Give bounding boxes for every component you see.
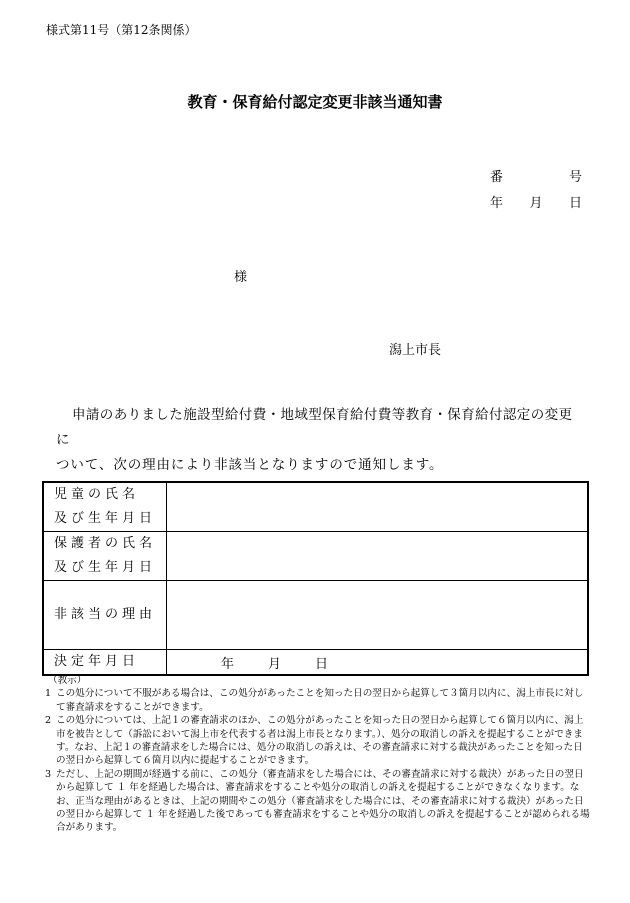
decision-date-row: [43, 650, 588, 676]
instruction-item: [42, 768, 590, 835]
instruction-number: 1: [45, 688, 52, 700]
issue-year-label: 年: [490, 196, 504, 211]
form-number: 様式第11号（第12条関係）: [46, 23, 197, 37]
instruction-text: この処分については、上記１の審査請求のほか、この処分があったことを知った日の翌日から起算して６箇月以内に、潟上市を被告として（訴訟において潟上市を代表する者は潟上市長となります。）、処分の取消しの訴えを提起することができます。なお、上記１の審査請求をした場合には、処分の取消しの訴えは、その審査請求に対する裁決があったことを知った日の翌日から起算して６箇月以内に提起することができます。: [56, 715, 584, 767]
guardian-label-line-1: 保護者の氏名: [54, 536, 157, 551]
body-line-1: 申請のありました施設型給付費・地域型保育給付費等教育・保育給付認定の変更に: [56, 407, 573, 448]
guardian-value-cell: [167, 532, 589, 581]
guardian-row: [43, 532, 588, 581]
issue-date-row: [490, 192, 582, 211]
addressee-suffix: 様: [234, 270, 248, 285]
child-label-line-2: 及び生年月日: [54, 511, 157, 526]
issue-month-label: 月: [529, 196, 543, 211]
instruction-text: ただし、上記の期間が経過する前に、この処分（審査請求をした場合には、その審査請求に対する裁決）があった日の翌日から起算して １ 年を経過した場合は、審査請求をすることや処分の取消しの訴えを提起することができなくなります。なお、正当な理由があるときは、上記の期間やこの処分（審査請求をした場合には、その審査請求に対する裁決）があった日の翌日から起算して １ 年を経過した後であっても審査請求をすることや処分の取消しの訴えを提起することが認められる場合があります。: [56, 768, 590, 834]
child-label-cell: [43, 482, 167, 532]
child-value-cell: [167, 482, 589, 532]
instruction-item: [42, 687, 590, 714]
instructions-heading: （教示）: [48, 675, 87, 686]
decision-month-label: 月: [268, 656, 282, 672]
number-label: 番: [490, 170, 504, 185]
instruction-number: 2: [45, 715, 52, 727]
child-row: [43, 482, 588, 532]
instruction-item: [42, 714, 590, 768]
guardian-label-cell: [43, 532, 167, 581]
notification-table: [42, 481, 589, 676]
decision-year-label: 年: [221, 656, 235, 672]
reason-row: [43, 581, 588, 650]
document-title: 教育・保育給付認定変更非該当通知書: [187, 93, 443, 111]
instruction-number: 3: [45, 768, 52, 780]
notification-body: [56, 403, 586, 478]
instruction-text: この処分について不服がある場合は、この処分があったことを知った日の翌日から起算して３箇月以内に、潟上市長に対して審査請求をすることができます。: [56, 688, 584, 713]
reason-label-cell: [43, 581, 167, 650]
reason-label: 非該当の理由: [54, 607, 157, 622]
number-suffix: 号: [568, 170, 582, 185]
decision-date-cell: [167, 650, 589, 676]
document-number-row: [490, 166, 582, 185]
decision-label-cell: [43, 650, 167, 676]
decision-day-label: 日: [315, 656, 329, 672]
reason-value-cell: [167, 581, 589, 650]
guardian-label-line-2: 及び生年月日: [54, 560, 157, 575]
issue-day-label: 日: [568, 196, 582, 211]
decision-date-label: 決定年月日: [54, 654, 140, 669]
child-label-line-1: 児童の氏名: [54, 487, 140, 502]
body-line-2: ついて、次の理由により非該当となりますので通知します。: [56, 457, 444, 473]
instructions-section: [42, 674, 590, 835]
issuer-name: 潟上市長: [389, 343, 442, 358]
